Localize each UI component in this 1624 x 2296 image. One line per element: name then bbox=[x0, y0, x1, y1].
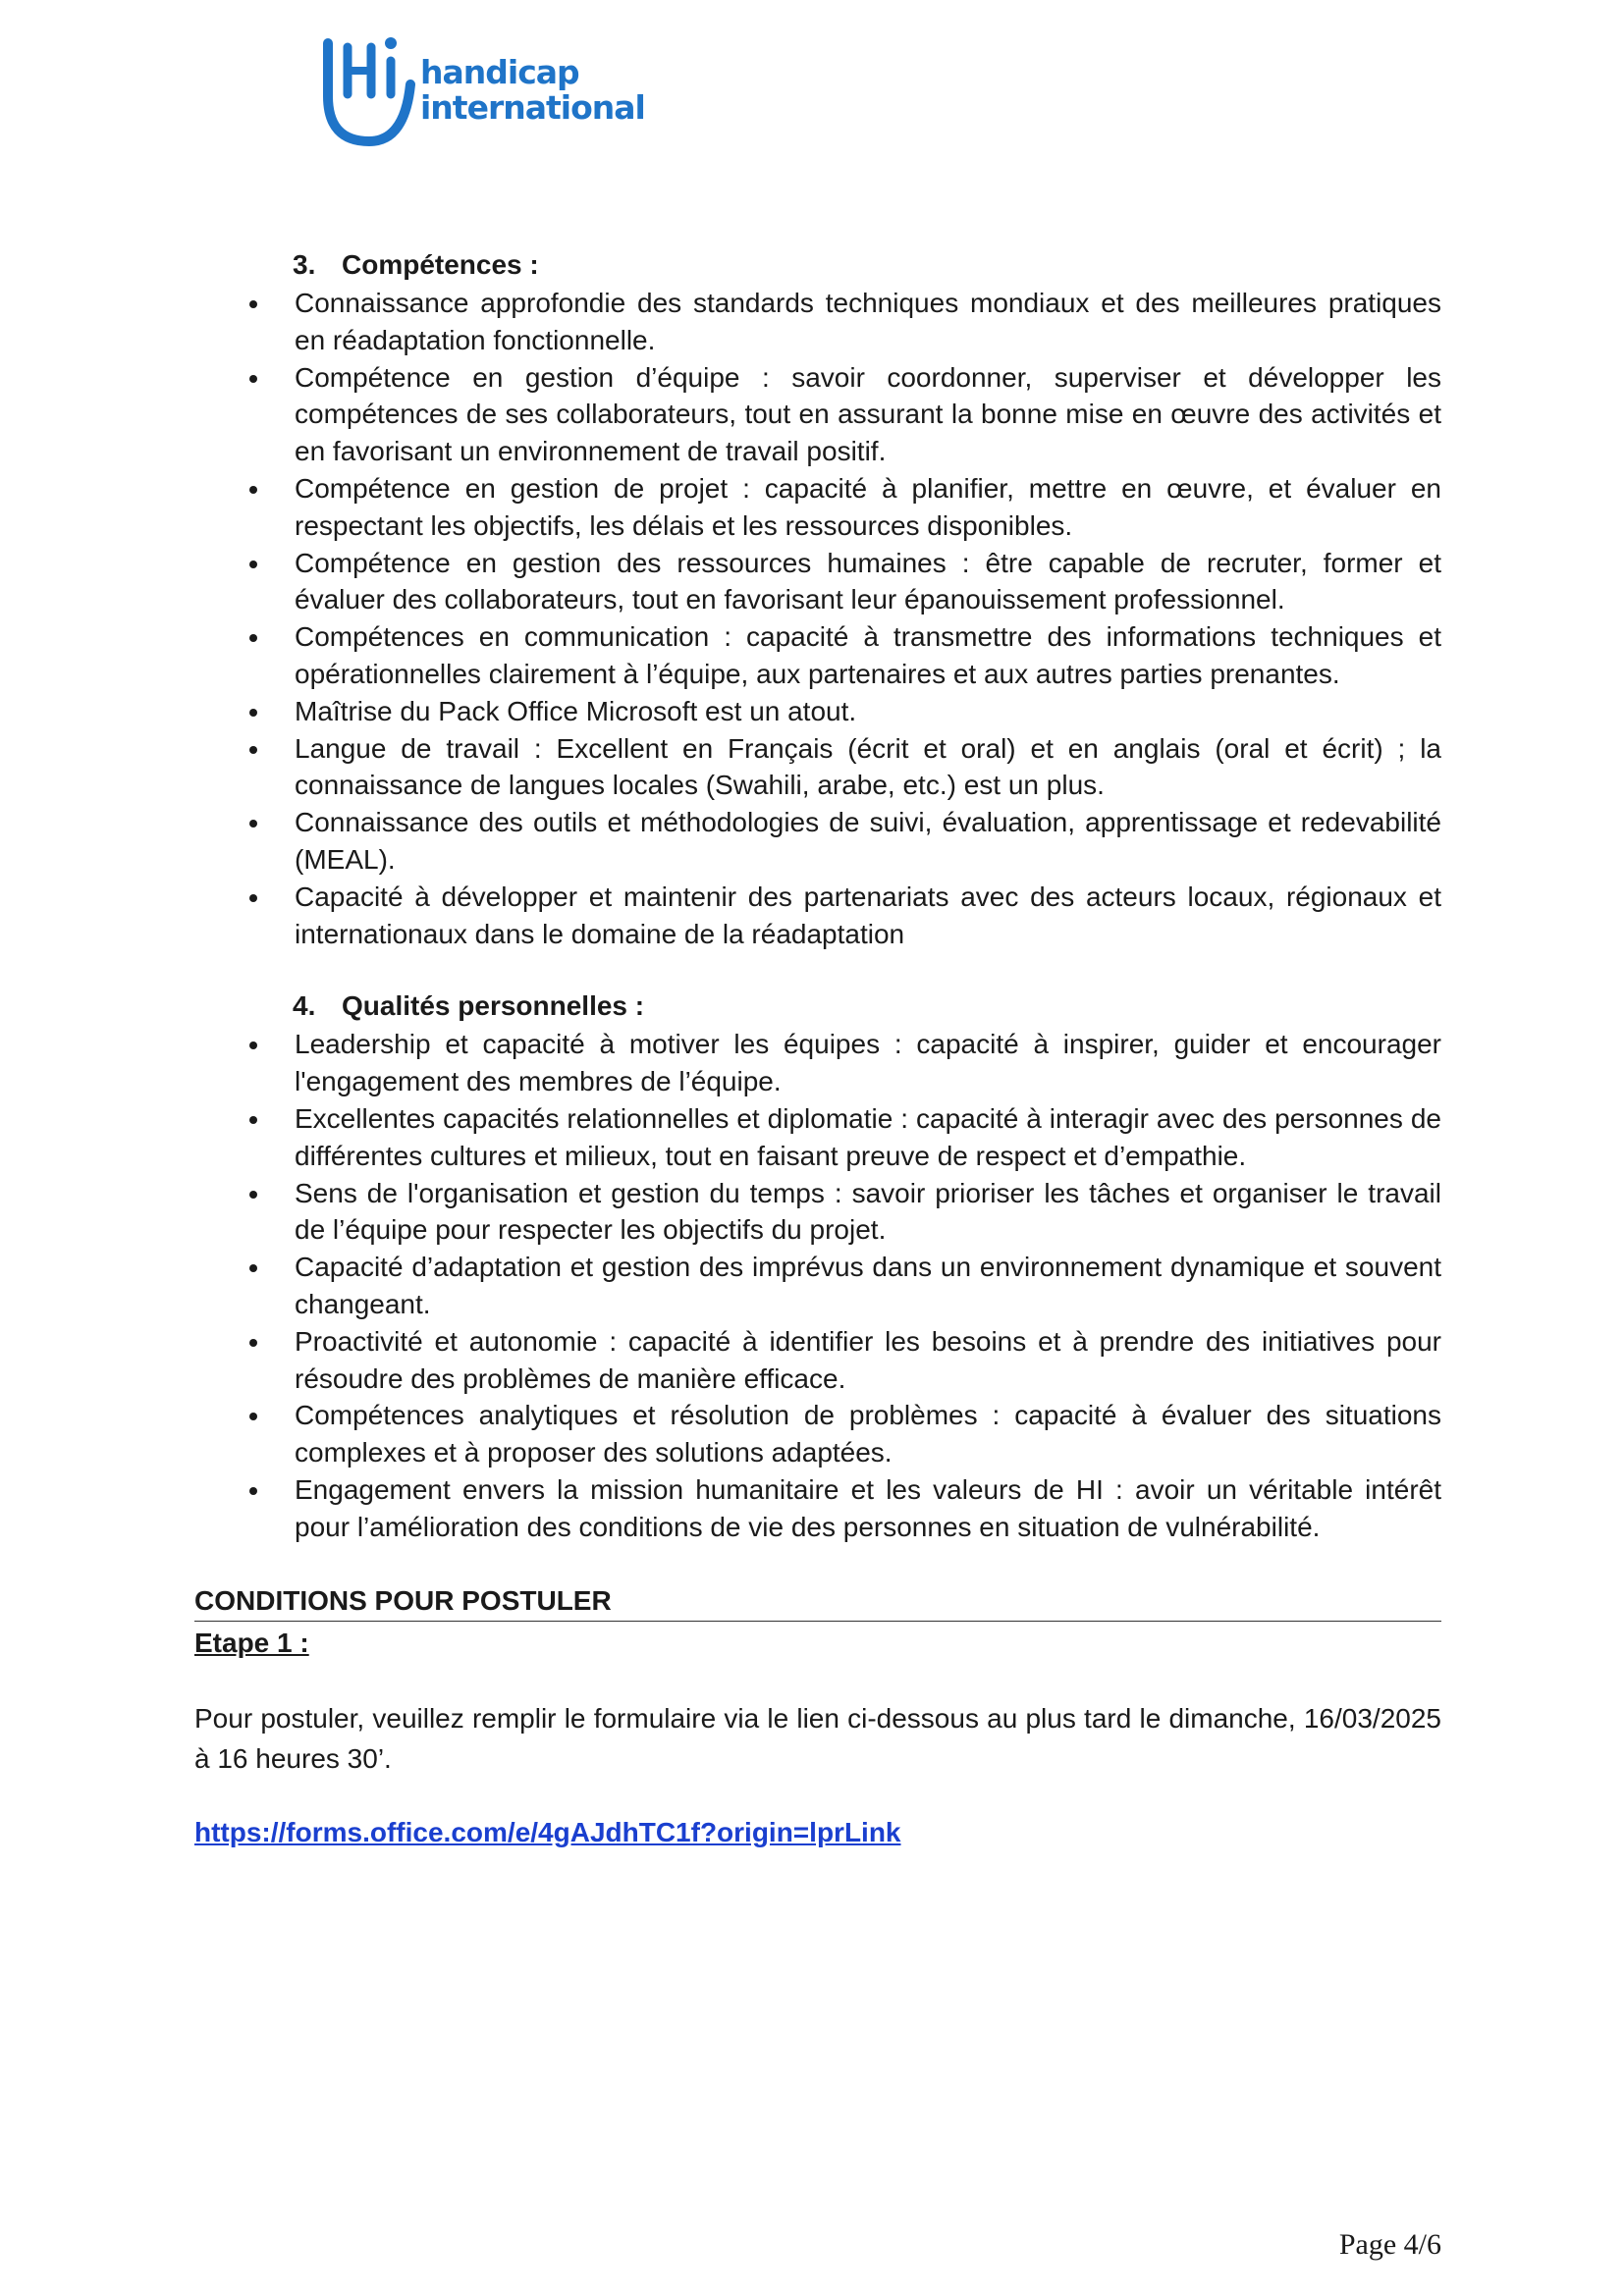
logo-line-1: handicap bbox=[420, 53, 579, 91]
list-item: Sens de l'organisation et gestion du temps : savoir prioriser les tâches et organiser le travail de l’équipe pour respecter les objectifs du projet. bbox=[194, 1175, 1441, 1250]
section-title: Qualités personnelles : bbox=[342, 990, 645, 1022]
list-item: Proactivité et autonomie : capacité à identifier les besoins et à prendre des initiatives pour résoudre des problèmes de manière efficace. bbox=[194, 1323, 1441, 1398]
section-heading-competences bbox=[194, 247, 1441, 283]
list-item: Capacité à développer et maintenir des partenariats avec des acteurs locaux, régionaux et internationaux dans le domaine de la réadaptation bbox=[194, 879, 1441, 953]
list-item: Maîtrise du Pack Office Microsoft est un atout. bbox=[194, 693, 1441, 730]
section-heading-qualites bbox=[194, 988, 1441, 1024]
step-label: Etape 1 : bbox=[194, 1627, 309, 1658]
logo-line-2: international bbox=[420, 88, 645, 127]
section-spacer bbox=[194, 952, 1441, 988]
document-body bbox=[194, 247, 1441, 1850]
list-item: Leadership et capacité à motiver les équipes : capacité à inspirer, guider et encourager l'engagement des membres de l’équipe. bbox=[194, 1026, 1441, 1100]
section-number: 4. bbox=[293, 990, 316, 1022]
list-item: Connaissance approfondie des standards techniques mondiaux et des meilleures pratiques en réadaptation fonctionnelle. bbox=[194, 285, 1441, 359]
list-item: Connaissance des outils et méthodologies de suivi, évaluation, apprentissage et redevabilité (MEAL). bbox=[194, 804, 1441, 879]
section-number: 3. bbox=[293, 249, 316, 280]
list-item: Engagement envers la mission humanitaire et les valeurs de HI : avoir un véritable intérêt pour l’amélioration des conditions de vie des personnes en situation de vulnérabilité. bbox=[194, 1471, 1441, 1546]
qualites-list bbox=[194, 1026, 1441, 1545]
hi-hand-icon bbox=[320, 26, 418, 153]
conditions-heading: CONDITIONS POUR POSTULER bbox=[194, 1583, 1441, 1622]
application-instructions: Pour postuler, veuillez remplir le formulaire via le lien ci-dessous au plus tard le dimanche, 16/03/2025 à 16 heures 30’. bbox=[194, 1702, 1441, 1774]
section-title: Compétences : bbox=[342, 249, 539, 280]
list-item: Compétences en communication : capacité à transmettre des informations techniques et opérationnelles clairement à l’équipe, aux partenaires et aux autres parties prenantes. bbox=[194, 618, 1441, 693]
list-item: Compétence en gestion de projet : capacité à planifier, mettre en œuvre, et évaluer en respectant les objectifs, les délais et les ressources disponibles. bbox=[194, 470, 1441, 545]
handicap-international-logo bbox=[320, 26, 674, 153]
application-form-link[interactable]: https://forms.office.com/e/4gAJdhTC1f?origin=lprLink bbox=[194, 1816, 901, 1847]
logo-wordmark bbox=[420, 55, 645, 126]
list-item: Compétence en gestion des ressources humaines : être capable de recruter, former et évaluer des collaborateurs, tout en favorisant leur épanouissement professionnel. bbox=[194, 545, 1441, 619]
list-item: Capacité d’adaptation et gestion des imprévus dans un environnement dynamique et souvent changeant. bbox=[194, 1249, 1441, 1323]
page-number: Page 4/6 bbox=[1338, 2228, 1441, 2261]
list-item: Compétences analytiques et résolution de problèmes : capacité à évaluer des situations complexes et à proposer des solutions adaptées. bbox=[194, 1397, 1441, 1471]
list-item: Excellentes capacités relationnelles et diplomatie : capacité à interagir avec des personnes de différentes cultures et milieux, tout en faisant preuve de respect et d’empathie. bbox=[194, 1100, 1441, 1175]
list-item: Langue de travail : Excellent en Français (écrit et oral) et en anglais (oral et écrit) ; la connaissance de langues locales (Swahili, arabe, etc.) est un plus. bbox=[194, 730, 1441, 805]
competences-list bbox=[194, 285, 1441, 952]
list-item: Compétence en gestion d’équipe : savoir coordonner, superviser et développer les compétences de ses collaborateurs, tout en assurant la bonne mise en œuvre des activités et en favorisant un environnement de travail positif. bbox=[194, 359, 1441, 470]
